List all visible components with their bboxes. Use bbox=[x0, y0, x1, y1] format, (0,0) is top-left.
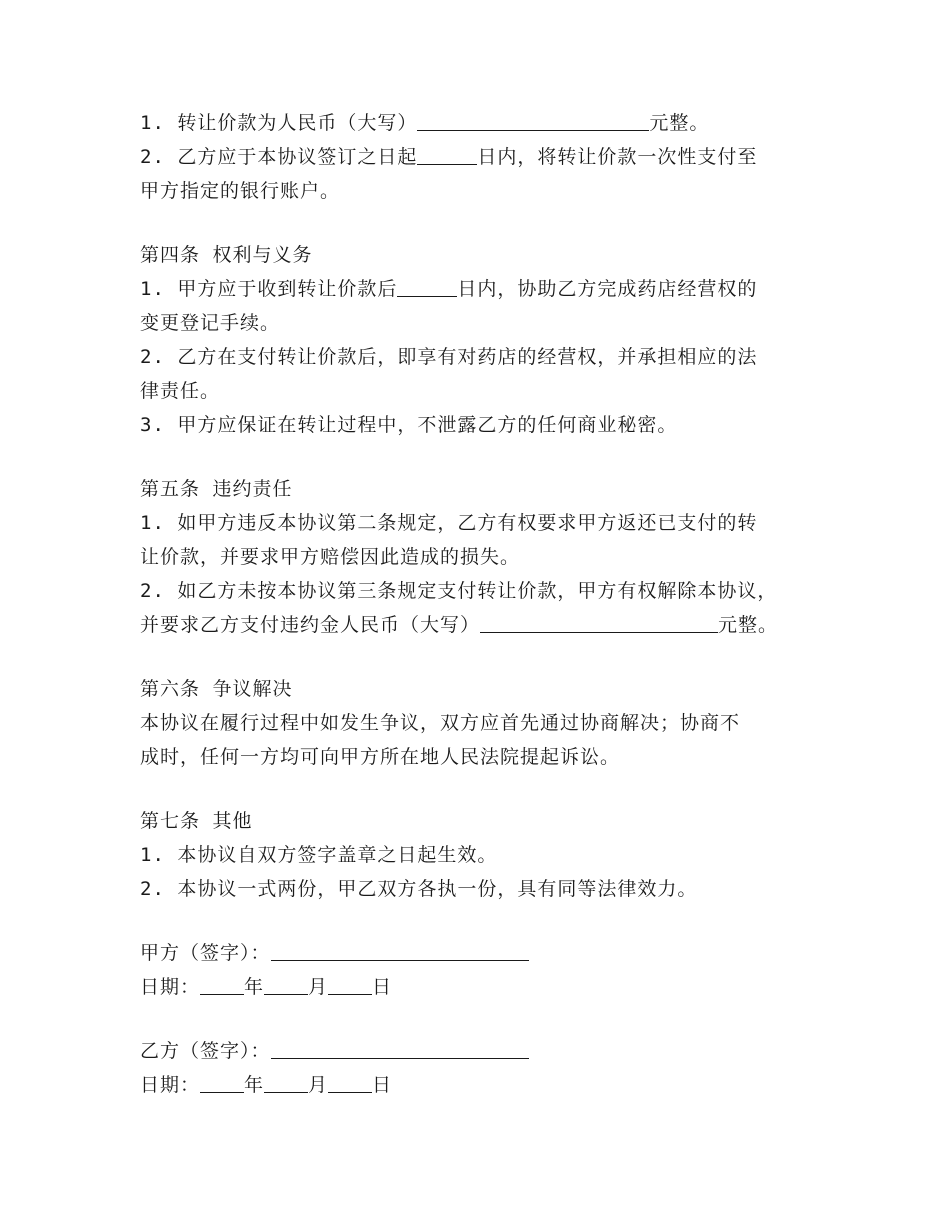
item-text: 日内，将转让价款一次性支付至 bbox=[477, 146, 758, 168]
signature-label: 乙方（签字）： bbox=[140, 1040, 271, 1062]
item-text: 元整。 bbox=[718, 614, 779, 636]
section3-item2-line2: 甲方指定的银行账户。 bbox=[140, 180, 341, 202]
section3-item1 bbox=[140, 106, 840, 140]
signature-blank bbox=[271, 1036, 529, 1059]
penalty-blank bbox=[480, 610, 718, 633]
signature-label: 甲方（签字）： bbox=[140, 942, 271, 964]
day-label: 日 bbox=[372, 1074, 393, 1096]
section4-item1-line1 bbox=[140, 272, 840, 306]
spacer bbox=[140, 208, 840, 238]
section3-item2-line1 bbox=[140, 140, 840, 174]
year-blank bbox=[200, 972, 244, 995]
section4-title: 第四条 权利与义务 bbox=[140, 244, 313, 266]
section5-item1-line1: 1. 如甲方违反本协议第二条规定，乙方有权要求甲方返还已支付的转 bbox=[140, 512, 758, 534]
section5-item2-line2 bbox=[140, 608, 840, 642]
section5-item2-line1: 2. 如乙方未按本协议第三条规定支付转让价款，甲方有权解除本协议， bbox=[140, 580, 778, 602]
days-blank bbox=[397, 274, 457, 297]
section7-title: 第七条 其他 bbox=[140, 810, 253, 832]
section4-item2-line2: 律责任。 bbox=[140, 380, 221, 402]
spacer bbox=[140, 642, 840, 672]
month-blank bbox=[264, 1070, 308, 1093]
signature-blank bbox=[271, 938, 529, 961]
contract-page bbox=[140, 106, 840, 1102]
party-a-signature bbox=[140, 936, 840, 970]
section5-title: 第五条 违约责任 bbox=[140, 478, 293, 500]
day-blank bbox=[328, 972, 372, 995]
month-blank bbox=[264, 972, 308, 995]
day-blank bbox=[328, 1070, 372, 1093]
section5-item1-line2: 让价款，并要求甲方赔偿因此造成的损失。 bbox=[140, 546, 521, 568]
price-blank bbox=[417, 108, 649, 131]
month-label: 月 bbox=[308, 976, 329, 998]
section7-item1: 1. 本协议自双方签字盖章之日起生效。 bbox=[140, 844, 498, 866]
section7-item2: 2. 本协议一式两份，甲乙双方各执一份，具有同等法律效力。 bbox=[140, 878, 698, 900]
section4-item3: 3. 甲方应保证在转让过程中，不泄露乙方的任何商业秘密。 bbox=[140, 414, 678, 436]
spacer bbox=[140, 906, 840, 936]
party-b-signature bbox=[140, 1034, 840, 1068]
date-label: 日期： bbox=[140, 976, 201, 998]
date-label: 日期： bbox=[140, 1074, 201, 1096]
year-blank bbox=[200, 1070, 244, 1093]
section4-item1-line2: 变更登记手续。 bbox=[140, 312, 281, 334]
party-a-date bbox=[140, 970, 840, 1004]
party-b-date bbox=[140, 1068, 840, 1102]
spacer bbox=[140, 442, 840, 472]
section6-title: 第六条 争议解决 bbox=[140, 678, 293, 700]
section6-line2: 成时，任何一方均可向甲方所在地人民法院提起诉讼。 bbox=[140, 746, 621, 768]
spacer bbox=[140, 774, 840, 804]
spacer bbox=[140, 1004, 840, 1034]
days-blank bbox=[417, 142, 477, 165]
month-label: 月 bbox=[308, 1074, 329, 1096]
year-label: 年 bbox=[244, 1074, 265, 1096]
day-label: 日 bbox=[372, 976, 393, 998]
item-text: 2. 乙方应于本协议签订之日起 bbox=[140, 146, 418, 168]
item-text: 1. 甲方应于收到转让价款后 bbox=[140, 278, 398, 300]
section4-item2-line1: 2. 乙方在支付转让价款后，即享有对药店的经营权，并承担相应的法 bbox=[140, 346, 758, 368]
year-label: 年 bbox=[244, 976, 265, 998]
section6-line1: 本协议在履行过程中如发生争议，双方应首先通过协商解决；协商不 bbox=[140, 712, 741, 734]
item-text: 日内，协助乙方完成药店经营权的 bbox=[457, 278, 758, 300]
item-text: 1. 转让价款为人民币（大写） bbox=[140, 112, 418, 134]
item-text: 元整。 bbox=[649, 112, 710, 134]
item-text: 并要求乙方支付违约金人民币（大写） bbox=[140, 614, 481, 636]
